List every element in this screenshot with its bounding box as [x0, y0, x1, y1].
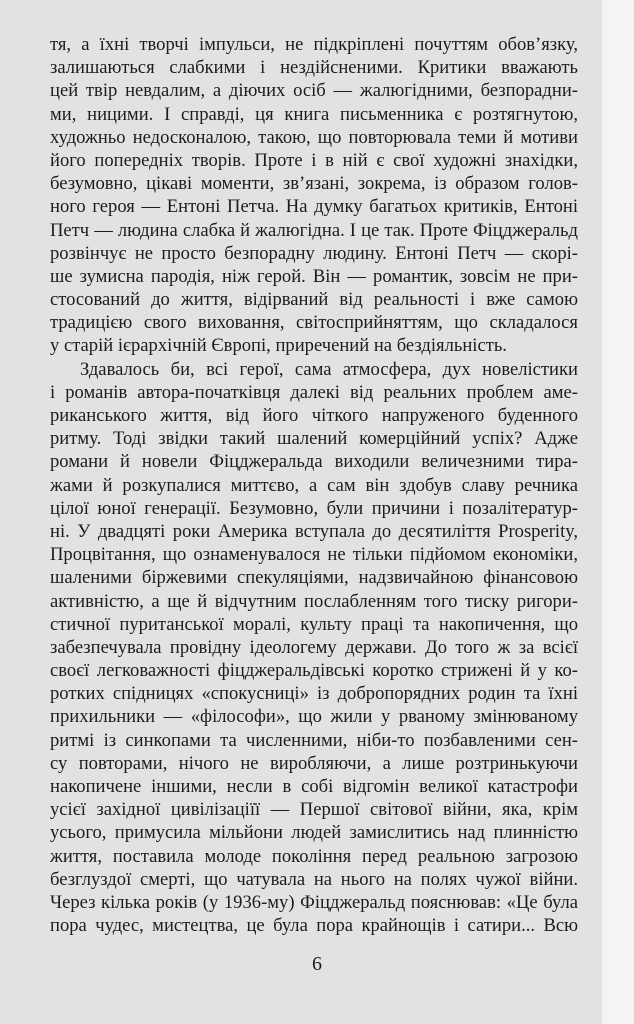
text-line: ного героя — Ентоні Петча. На думку багатьох критиків, Ентоні: [50, 196, 578, 218]
text-line: розвінчує не просто безпорадну людину. Ентоні Петч — скорі-: [50, 242, 578, 264]
text-line: Петч — людина слабка й жалюгідна. І це так. Проте Фіцджеральд: [50, 219, 578, 241]
text-line: безглуздої смерті, що чатувала на нього на полях чужої війни.: [50, 868, 578, 890]
text-line: художньо недосконалою, такою, що повторювала теми й мотиви: [50, 126, 578, 148]
text-line: життя, поставила молоде покоління перед реальною загрозою: [50, 845, 578, 867]
body-text: [50, 33, 578, 937]
text-line: ше зумисна пародія, ніж герой. Він — романтик, зовсім не при-: [50, 265, 578, 287]
text-line: ні. У двадцяті роки Америка вступала до десятиліття Prosperity,: [50, 520, 578, 542]
text-line: залишаються слабкими і нездійсненими. Критики вважають: [50, 57, 578, 79]
text-line: жами й розкупалися миттєво, а сам він здобув славу речника: [50, 474, 578, 496]
text-line: романи й новели Фіцджеральда виходили величезними тира-: [50, 451, 578, 473]
text-line: стичної пуританської моралі, культу праці та накопичення, що: [50, 613, 578, 635]
text-line: Здавалось би, всі герої, сама атмосфера, дух новелістики: [80, 358, 578, 380]
text-line: усього, примусила мільйони людей замислитись над плинністю: [50, 822, 578, 844]
text-line: шаленими біржевими спекуляціями, надзвичайною фінансовою: [50, 567, 578, 589]
text-line: ми, ницими. І справді, ця книга письменника є розтягнутою,: [50, 103, 578, 125]
text-line: активністю, а ще й відчутним послабленням того тиску ригори-: [50, 590, 578, 612]
text-line: ротких спідницях «спокусниці» із добропорядних родин та їхні: [50, 683, 578, 705]
text-line: Через кілька років (у 1936-му) Фіцджеральд пояснював: «Це була: [50, 891, 578, 913]
text-line: ритму. Тоді звідки такий шалений комерційний успіх? Адже: [50, 428, 578, 450]
text-line: стосований до життя, відірваний від реальності і вже самою: [50, 289, 578, 311]
text-line: су повторами, нічого не виробляючи, а лише розтринькуючи: [50, 752, 578, 774]
text-line: накопичене іншими, несли в собі відгомін великої катастрофи: [50, 776, 578, 797]
text-line: у старій ієрархічній Європі, приречений на бездіяльність.: [50, 335, 507, 357]
text-line: цей твір невдалим, а діючих осіб — жалюгідними, безпорадни-: [50, 80, 578, 102]
text-line: Процвітання, що ознаменувалося не тільки підйомом економіки,: [50, 544, 578, 566]
text-line: цілої юної генерації. Безумовно, були причини і позалітератур-: [50, 497, 578, 519]
text-line: тя, а їхні творчі імпульси, не підкріплені почуттям обов’язку,: [50, 34, 578, 55]
text-line: і романів автора-початківця далекі від реальних проблем аме-: [50, 381, 578, 403]
text-line: усієї західної цивілізаціїї — Першої світової війни, яка, крім: [50, 799, 578, 821]
text-line: пора чудес, мистецтва, це була пора крайнощів і сатири... Всю: [50, 915, 578, 937]
text-line: риканського життя, від його чіткого напруженого буденного: [50, 405, 578, 426]
text-line: його попередніх творів. Проте і в ній є свої художні знахідки,: [50, 149, 578, 171]
text-line: забезпечувала провідну ідеологему держави. До того ж за всієї: [50, 636, 578, 658]
text-line: своєї легковажності фіцджеральдівські коротко стрижені й у ко-: [50, 660, 578, 682]
text-line: ритмі із синкопами та численними, ніби-то позбавленими сен-: [50, 729, 578, 751]
text-line: традицією свого виховання, світосприйняттям, що складалося: [50, 312, 578, 334]
text-line: безумовно, цікаві моменти, зв’язані, зокрема, із образом голов-: [50, 173, 578, 195]
page-edge: [602, 0, 634, 1024]
page-number: 6: [312, 953, 322, 975]
text-line: прихильники — «філософи», що жили у рваному змінюваному: [50, 706, 578, 728]
